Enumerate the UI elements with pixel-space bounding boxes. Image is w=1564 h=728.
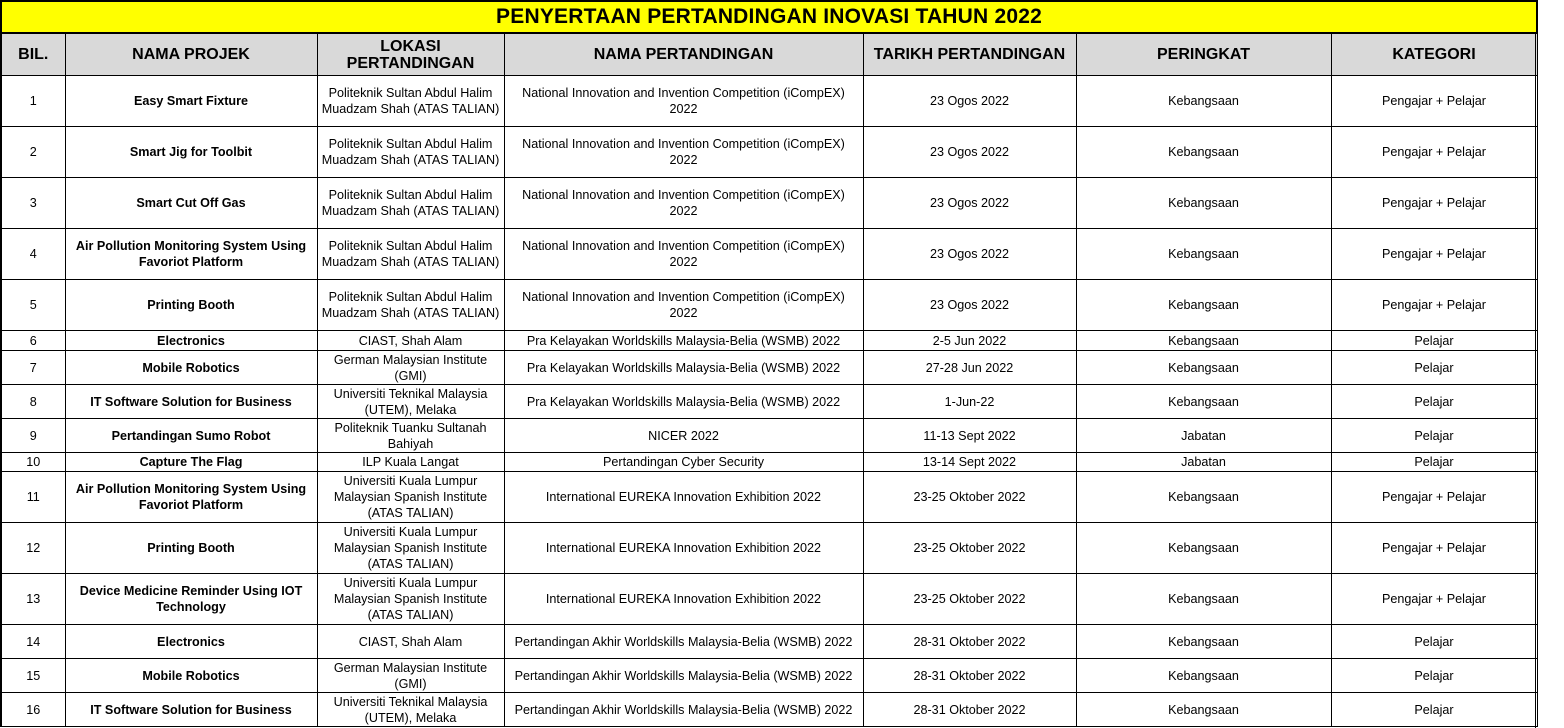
cell-date[interactable]: 28-31 Oktober 2022 [863, 693, 1076, 727]
cell-project[interactable]: Electronics [65, 625, 317, 659]
cell-location[interactable]: Politeknik Tuanku Sultanah Bahiyah [317, 419, 504, 453]
cell-no[interactable]: 13 [1, 574, 65, 625]
cell-competition[interactable]: International EUREKA Innovation Exhibition 2022 [504, 574, 863, 625]
cell-competition[interactable]: Pertandingan Cyber Security [504, 453, 863, 472]
cell-no[interactable]: 3 [1, 178, 65, 229]
cell-no[interactable]: 2 [1, 127, 65, 178]
cell-competition[interactable]: National Innovation and Invention Competition (iCompEX) 2022 [504, 280, 863, 331]
cell-location[interactable]: Universiti Kuala Lumpur Malaysian Spanish Institute (ATAS TALIAN) [317, 574, 504, 625]
cell-location[interactable]: CIAST, Shah Alam [317, 331, 504, 351]
cell-level[interactable]: Kebangsaan [1076, 659, 1331, 693]
cell-level[interactable]: Jabatan [1076, 453, 1331, 472]
cell-location[interactable]: Politeknik Sultan Abdul Halim Muadzam Shah (ATAS TALIAN) [317, 229, 504, 280]
cell-no[interactable]: 14 [1, 625, 65, 659]
cell-category[interactable]: Pengajar + Pelajar [1331, 127, 1537, 178]
cell-category[interactable]: Pelajar [1331, 659, 1537, 693]
table-row [1, 453, 1537, 472]
cell-no[interactable]: 6 [1, 331, 65, 351]
cell-location[interactable]: German Malaysian Institute (GMI) [317, 351, 504, 385]
sheet-title[interactable]: PENYERTAAN PERTANDINGAN INOVASI TAHUN 2022 [1, 1, 1537, 33]
cell-date[interactable]: 23 Ogos 2022 [863, 280, 1076, 331]
table-row [1, 229, 1537, 280]
cell-level[interactable]: Kebangsaan [1076, 331, 1331, 351]
cell-location[interactable]: ILP Kuala Langat [317, 453, 504, 472]
cell-level[interactable]: Kebangsaan [1076, 280, 1331, 331]
cell-location[interactable]: Politeknik Sultan Abdul Halim Muadzam Shah (ATAS TALIAN) [317, 127, 504, 178]
header-row [1, 33, 1537, 76]
cell-location[interactable]: Politeknik Sultan Abdul Halim Muadzam Shah (ATAS TALIAN) [317, 178, 504, 229]
header-category[interactable]: KATEGORI [1331, 33, 1537, 76]
cell-category[interactable]: Pengajar + Pelajar [1331, 76, 1537, 127]
header-competition[interactable]: NAMA PERTANDINGAN [504, 33, 863, 76]
table-row [1, 331, 1537, 351]
cell-project[interactable]: Mobile Robotics [65, 659, 317, 693]
cell-category[interactable]: Pelajar [1331, 331, 1537, 351]
cell-category[interactable]: Pengajar + Pelajar [1331, 574, 1537, 625]
cell-level[interactable]: Kebangsaan [1076, 229, 1331, 280]
table-row [1, 693, 1537, 727]
table-row [1, 351, 1537, 385]
cell-project[interactable]: Air Pollution Monitoring System Using Favoriot Platform [65, 472, 317, 523]
cell-no[interactable]: 16 [1, 693, 65, 727]
cell-competition[interactable]: Pra Kelayakan Worldskills Malaysia-Belia (WSMB) 2022 [504, 351, 863, 385]
cell-competition[interactable]: Pra Kelayakan Worldskills Malaysia-Belia (WSMB) 2022 [504, 331, 863, 351]
cell-project[interactable]: IT Software Solution for Business [65, 693, 317, 727]
cell-level[interactable]: Kebangsaan [1076, 574, 1331, 625]
cell-level[interactable]: Jabatan [1076, 419, 1331, 453]
cell-category[interactable]: Pengajar + Pelajar [1331, 229, 1537, 280]
cell-date[interactable]: 23-25 Oktober 2022 [863, 574, 1076, 625]
cell-location[interactable]: CIAST, Shah Alam [317, 625, 504, 659]
cell-project[interactable]: Printing Booth [65, 523, 317, 574]
cell-competition[interactable]: International EUREKA Innovation Exhibition 2022 [504, 523, 863, 574]
cell-no[interactable]: 10 [1, 453, 65, 472]
cell-date[interactable]: 2-5 Jun 2022 [863, 331, 1076, 351]
cell-level[interactable]: Kebangsaan [1076, 178, 1331, 229]
cell-level[interactable]: Kebangsaan [1076, 523, 1331, 574]
cell-category[interactable]: Pelajar [1331, 385, 1537, 419]
cell-no[interactable]: 8 [1, 385, 65, 419]
cell-level[interactable]: Kebangsaan [1076, 76, 1331, 127]
table-row [1, 625, 1537, 659]
cell-category[interactable]: Pelajar [1331, 453, 1537, 472]
cell-no[interactable]: 11 [1, 472, 65, 523]
cell-no[interactable]: 12 [1, 523, 65, 574]
cell-date[interactable]: 23 Ogos 2022 [863, 127, 1076, 178]
table-row [1, 659, 1537, 693]
cell-level[interactable]: Kebangsaan [1076, 385, 1331, 419]
table-row [1, 472, 1537, 523]
cell-competition[interactable]: Pertandingan Akhir Worldskills Malaysia-Belia (WSMB) 2022 [504, 625, 863, 659]
table-row [1, 523, 1537, 574]
cell-no[interactable]: 15 [1, 659, 65, 693]
table-row [1, 385, 1537, 419]
cell-competition[interactable]: Pra Kelayakan Worldskills Malaysia-Belia (WSMB) 2022 [504, 385, 863, 419]
table-body [1, 76, 1537, 727]
cell-location[interactable]: Politeknik Sultan Abdul Halim Muadzam Shah (ATAS TALIAN) [317, 280, 504, 331]
cell-competition[interactable]: National Innovation and Invention Competition (iCompEX) 2022 [504, 76, 863, 127]
cell-location[interactable]: Universiti Kuala Lumpur Malaysian Spanish Institute (ATAS TALIAN) [317, 472, 504, 523]
cell-project[interactable]: Smart Cut Off Gas [65, 178, 317, 229]
cell-level[interactable]: Kebangsaan [1076, 351, 1331, 385]
table-row [1, 178, 1537, 229]
cell-no[interactable]: 7 [1, 351, 65, 385]
cell-date[interactable]: 1-Jun-22 [863, 385, 1076, 419]
cell-category[interactable]: Pengajar + Pelajar [1331, 178, 1537, 229]
cell-category[interactable]: Pelajar [1331, 625, 1537, 659]
table-row [1, 280, 1537, 331]
cell-project[interactable]: IT Software Solution for Business [65, 385, 317, 419]
cell-competition[interactable]: NICER 2022 [504, 419, 863, 453]
cell-level[interactable]: Kebangsaan [1076, 472, 1331, 523]
cell-date[interactable]: 23 Ogos 2022 [863, 229, 1076, 280]
cell-location[interactable]: Universiti Kuala Lumpur Malaysian Spanish Institute (ATAS TALIAN) [317, 523, 504, 574]
cell-category[interactable]: Pengajar + Pelajar [1331, 472, 1537, 523]
header-project[interactable]: NAMA PROJEK [65, 33, 317, 76]
cell-date[interactable]: 27-28 Jun 2022 [863, 351, 1076, 385]
cell-date[interactable]: 11-13 Sept 2022 [863, 419, 1076, 453]
cell-date[interactable]: 13-14 Sept 2022 [863, 453, 1076, 472]
cell-project[interactable]: Pertandingan Sumo Robot [65, 419, 317, 453]
cell-date[interactable]: 28-31 Oktober 2022 [863, 625, 1076, 659]
cell-category[interactable]: Pengajar + Pelajar [1331, 523, 1537, 574]
cell-location[interactable]: German Malaysian Institute (GMI) [317, 659, 504, 693]
table-row [1, 419, 1537, 453]
cell-project[interactable]: Air Pollution Monitoring System Using Favoriot Platform [65, 229, 317, 280]
sheet-edge [1535, 32, 1536, 728]
cell-location[interactable]: Universiti Teknikal Malaysia (UTEM), Melaka [317, 693, 504, 727]
cell-level[interactable]: Kebangsaan [1076, 625, 1331, 659]
cell-category[interactable]: Pengajar + Pelajar [1331, 280, 1537, 331]
cell-project[interactable]: Printing Booth [65, 280, 317, 331]
cell-category[interactable]: Pelajar [1331, 693, 1537, 727]
cell-no[interactable]: 9 [1, 419, 65, 453]
cell-project[interactable]: Capture The Flag [65, 453, 317, 472]
cell-project[interactable]: Electronics [65, 331, 317, 351]
cell-competition[interactable]: National Innovation and Invention Competition (iCompEX) 2022 [504, 178, 863, 229]
table-row [1, 127, 1537, 178]
table-row [1, 76, 1537, 127]
cell-level[interactable]: Kebangsaan [1076, 127, 1331, 178]
cell-project[interactable]: Smart Jig for Toolbit [65, 127, 317, 178]
cell-competition[interactable]: Pertandingan Akhir Worldskills Malaysia-Belia (WSMB) 2022 [504, 659, 863, 693]
cell-no[interactable]: 1 [1, 76, 65, 127]
header-level[interactable]: PERINGKAT [1076, 33, 1331, 76]
cell-date[interactable]: 23-25 Oktober 2022 [863, 472, 1076, 523]
cell-competition[interactable]: Pertandingan Akhir Worldskills Malaysia-Belia (WSMB) 2022 [504, 693, 863, 727]
cell-project[interactable]: Mobile Robotics [65, 351, 317, 385]
cell-location[interactable]: Universiti Teknikal Malaysia (UTEM), Melaka [317, 385, 504, 419]
cell-level[interactable]: Kebangsaan [1076, 693, 1331, 727]
cell-no[interactable]: 4 [1, 229, 65, 280]
header-location[interactable]: LOKASI PERTANDINGAN [317, 33, 504, 76]
cell-project[interactable]: Easy Smart Fixture [65, 76, 317, 127]
header-date[interactable]: TARIKH PERTANDINGAN [863, 33, 1076, 76]
cell-no[interactable]: 5 [1, 280, 65, 331]
cell-competition[interactable]: National Innovation and Invention Competition (iCompEX) 2022 [504, 229, 863, 280]
cell-project[interactable]: Device Medicine Reminder Using IOT Technology [65, 574, 317, 625]
cell-date[interactable]: 28-31 Oktober 2022 [863, 659, 1076, 693]
cell-date[interactable]: 23 Ogos 2022 [863, 178, 1076, 229]
cell-category[interactable]: Pelajar [1331, 351, 1537, 385]
cell-category[interactable]: Pelajar [1331, 419, 1537, 453]
header-no[interactable]: BIL. [1, 33, 65, 76]
cell-competition[interactable]: National Innovation and Invention Competition (iCompEX) 2022 [504, 127, 863, 178]
cell-date[interactable]: 23-25 Oktober 2022 [863, 523, 1076, 574]
cell-location[interactable]: Politeknik Sultan Abdul Halim Muadzam Shah (ATAS TALIAN) [317, 76, 504, 127]
table-row [1, 574, 1537, 625]
cell-date[interactable]: 23 Ogos 2022 [863, 76, 1076, 127]
cell-competition[interactable]: International EUREKA Innovation Exhibition 2022 [504, 472, 863, 523]
